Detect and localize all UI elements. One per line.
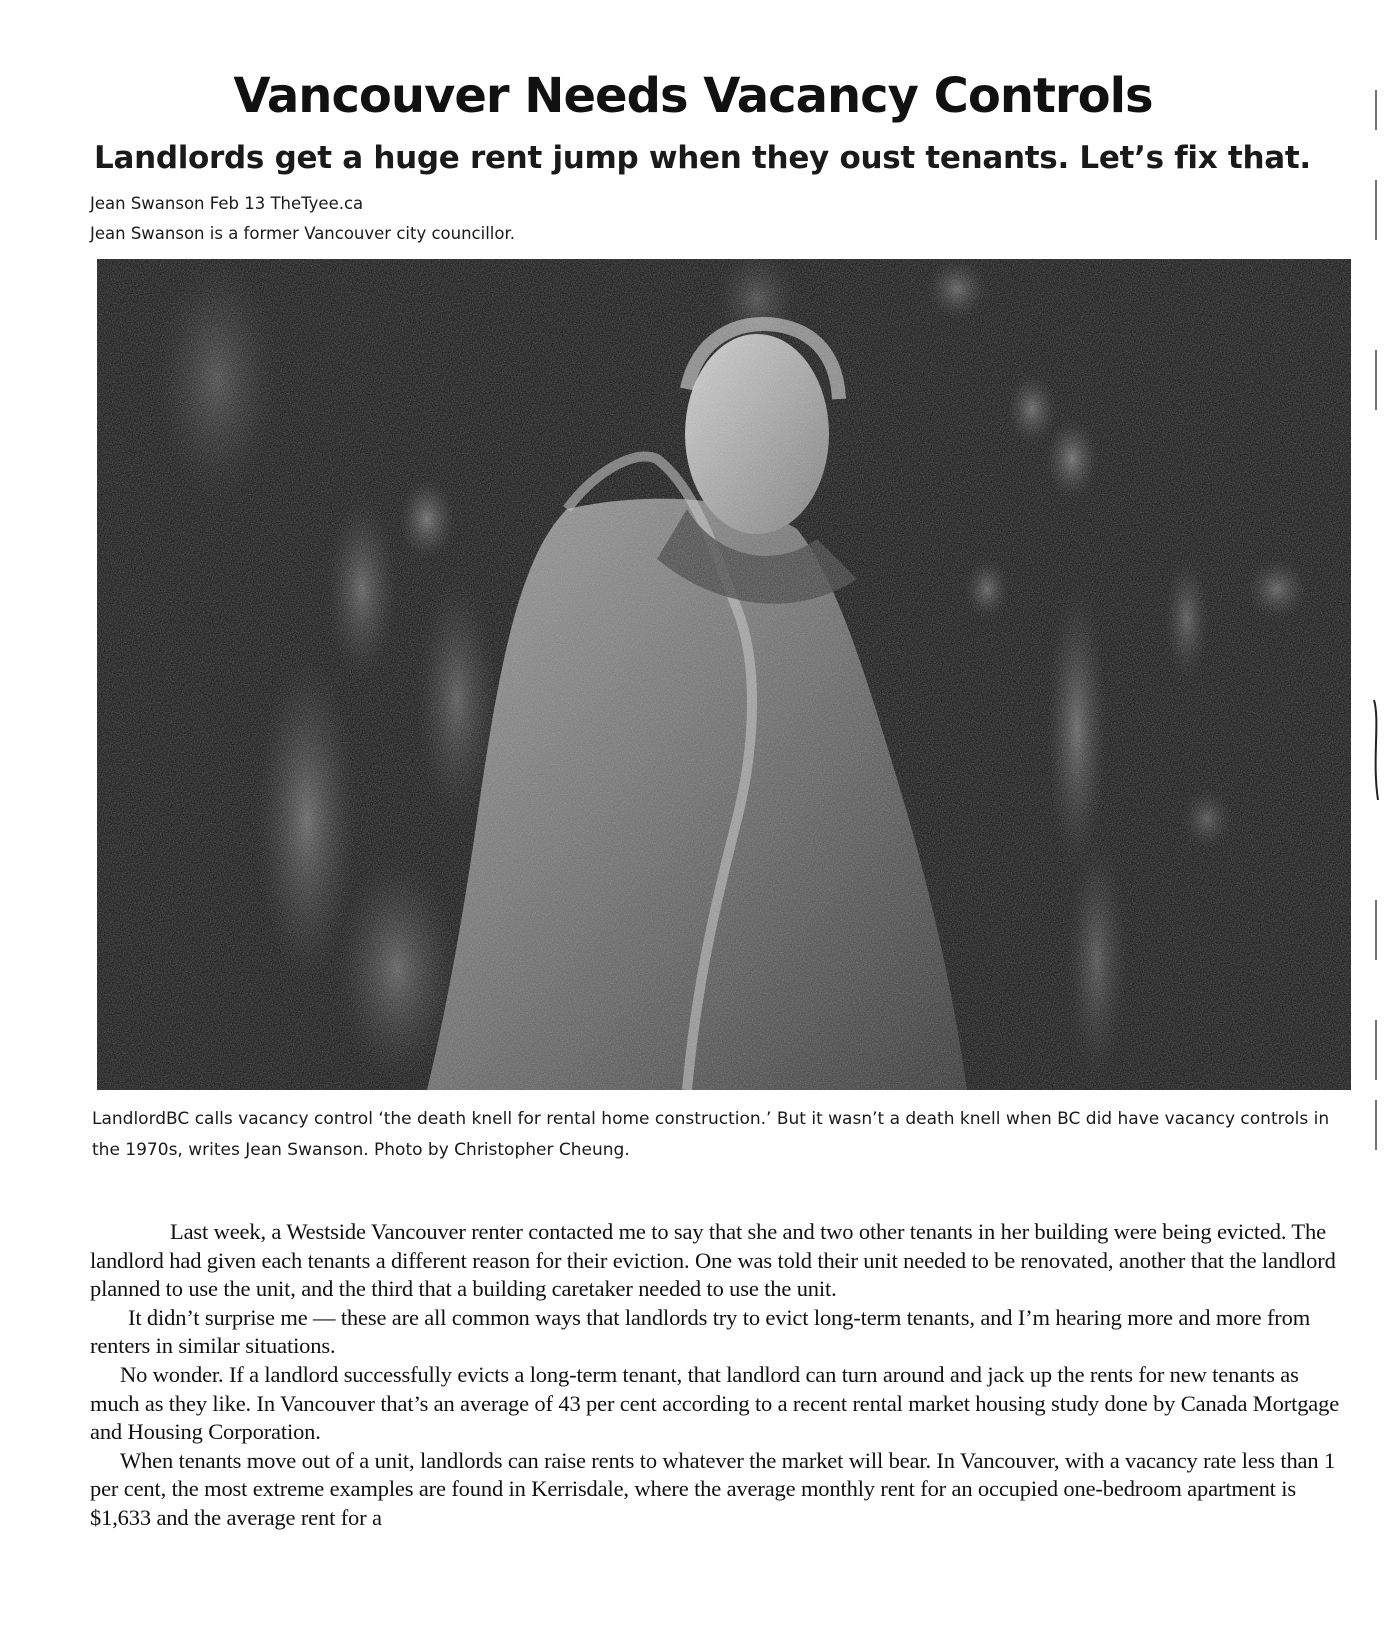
article-headline: Vancouver Needs Vacancy Controls	[233, 68, 1153, 124]
photo-caption: LandlordBC calls vacancy control ‘the death knell for rental home construction.’ But it wasn’t a death knell when BC did have vacancy controls in the 1970s, writes Jean Swanson. Photo by Christopher Cheung.	[92, 1109, 1330, 1160]
body-paragraph: When tenants move out of a unit, landlords can raise rents to whatever the market will bear. In Vancouver, with a vacancy rate less than 1 per cent, the most extreme examples are found in Kerrisdale, where the average monthly rent for an occupied one-bedroom apartment is $1,633 and the average rent for a	[90, 1447, 1336, 1530]
photo-illustration	[97, 259, 1351, 1090]
scan-edge-marks	[1370, 0, 1386, 1632]
article-subheadline: Landlords get a huge rent jump when they oust tenants. Let’s fix that.	[94, 140, 1311, 176]
body-paragraph: It didn’t surprise me — these are all common ways that landlords try to evict long-term tenants, and I’m hearing more and more from renters in similar situations.	[90, 1304, 1311, 1359]
article-photo	[97, 259, 1351, 1090]
article-byline: Jean Swanson Feb 13 TheTyee.ca	[90, 194, 364, 213]
body-paragraph: No wonder. If a landlord successfully evicts a long-term tenant, that landlord can turn around and jack up the rents for new tenants as much as they like. In Vancouver that’s an average of 43 per cent according to a recent rental market housing study done by Canada Mortgage and Housing Corporation.	[90, 1361, 1340, 1445]
body-paragraph: Last week, a Westside Vancouver renter contacted me to say that she and two other tenants in her building were being evicted. The landlord had given each tenants a different reason for their eviction. One was told their unit needed to be renovated, another that the landlord planned to use the unit, and the third that a building caretaker needed to use the unit.	[90, 1219, 1336, 1302]
article-body	[90, 1218, 1352, 1533]
author-bio: Jean Swanson is a former Vancouver city councillor.	[90, 224, 515, 243]
